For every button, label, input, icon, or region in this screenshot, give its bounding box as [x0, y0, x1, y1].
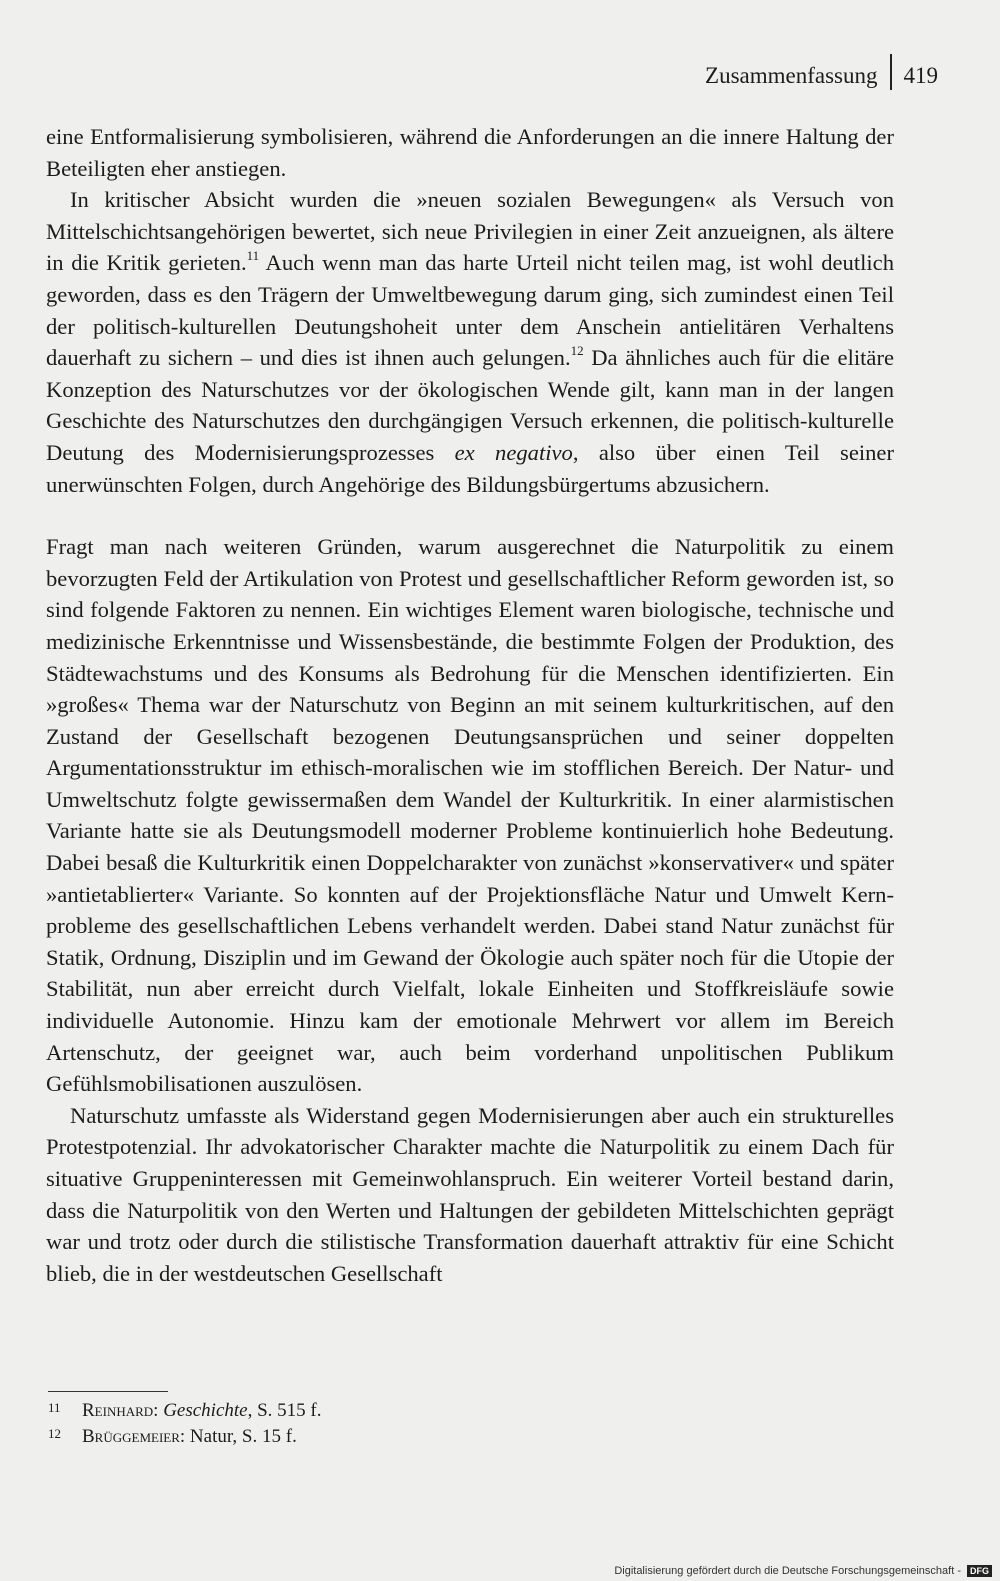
text-run: , also über einen Teil seiner unerwünschten Folgen, durch Angehörige des Bildungsbürgertums abzusichern. — [46, 439, 894, 497]
body-text — [46, 121, 894, 1289]
footnote-separator: : — [179, 1426, 190, 1447]
paragraph: Fragt man nach weiteren Gründen, warum ausgerechnet die Naturpolitik zu einem bevorzugten Feld der Artikulation von Protest und gesellschaftlicher Reform geworden ist, so sind folgende Faktoren zu nennen. Ein wichtiges Element waren biologische, technische und medizinische Erkenntnisse und Wissensbestände, die bestimmte Folgen der Produktion, des Städtewachstums und des Konsums als Bedrohung für die Menschen identifizierten. Ein »großes« Thema war der Naturschutz von Beginn an mit seinem kulturkritischen, auf den Zustand der Gesellschaft bezogenen Deutungsansprüchen und seiner doppelten Argumentationsstruktur im ethisch-moralischen wie im stofflichen Bereich. Der Natur- und Umweltschutz folgte gewissermaßen dem Wandel der Kulturkritik. In einer alarmistischen Variante hatte sie als Deutungsmodell moderner Probleme kontinuierlich hohe Bedeutung. Dabei besaß die Kulturkritik einen Doppelcharakter von zunächst »konservativer« und später »antietablierter« Variante. So konnten auf der Projektionsfläche Natur und Umwelt Kernprobleme des gesellschaftlichen Lebens verhandelt werden. Dabei stand Natur zunächst für Statik, Ordnung, Disziplin und im Gewand der Ökologie auch später noch für die Utopie der Stabilität, nun aber erreicht durch Vielfalt, lokale Einheiten und Stoffkreisläufe sowie individuelle Autonomie. Hinzu kam der emotionale Mehrwert vor allem im Bereich Artenschutz, der geeignet war, auch beim vorderhand unpolitischen Publikum Gefühlsmobilisationen auszulösen. — [46, 534, 894, 1097]
footnote-divider — [48, 1391, 168, 1392]
footnotes — [48, 1398, 322, 1450]
footnote — [48, 1398, 322, 1424]
footnote-text — [82, 1424, 297, 1450]
footnote-number: 11 — [48, 1400, 61, 1415]
section-title: Zusammenfassung — [705, 63, 878, 88]
footnote-text — [82, 1398, 322, 1424]
footnote-number: 12 — [48, 1426, 61, 1441]
paragraph: eine Entformalisierung symbolisieren, während die Anforderungen an die innere Haltung der Beteiligten eher anstiegen. — [46, 124, 894, 181]
dfg-logo: DFG — [967, 1565, 992, 1577]
text-run: Auch wenn man das harte Urteil nicht teilen mag, ist wohl deutlich geworden, dass es den Trägern der Umweltbewegung darum ging, sich zumindest einen Teil der politisch-kulturellen Deutungshoheit unter dem Anschein antielitären Verhaltens dauerhaft zu sichern – und dies ist ihnen auch gelungen. — [46, 250, 894, 371]
footnote-author: Reinhard — [82, 1400, 154, 1421]
text-run: In kritischer Absicht wurden die »neuen sozialen Bewegungen« als Versuch von Mittelschichtsangehörigen bewertet, sich neue Privilegien in einer Zeit anzueignen, als ältere in die Kritik gerieten. — [46, 187, 894, 276]
footnote — [48, 1424, 322, 1450]
italic-phrase: ex negativo — [454, 439, 573, 465]
page-number: 419 — [903, 63, 938, 88]
running-head — [705, 58, 938, 94]
header-divider — [890, 54, 892, 90]
paragraph: Naturschutz umfasste als Widerstand gegen Modernisierungen aber auch ein strukturelles Protestpotenzial. Ihr advokatorischer Charakter machte die Naturpolitik zu einem Dach für situative Gruppeninteressen mit Gemeinwohlanspruch. Ein weiterer Vorteil bestand darin, dass die Naturpolitik von den Werten und Haltungen der gebildeten Mittelschichten geprägt war und trotz oder durch die stilistische Transformation dauerhaft attraktiv für eine Schicht blieb, die in der westdeutschen Gesellschaft — [46, 1102, 894, 1286]
credit-text: Digitalisierung gefördert durch die Deutsche Forschungsgemeinschaft - — [614, 1565, 961, 1577]
paragraph — [46, 184, 894, 500]
footnote-title: Geschichte — [163, 1400, 248, 1421]
digitization-credit — [614, 1565, 992, 1577]
footnote-marker[interactable]: 11 — [246, 247, 260, 263]
footnote-rest: , S. 515 f. — [247, 1400, 322, 1421]
footnote-author: Brüggemeier — [82, 1426, 180, 1447]
footnote-marker[interactable]: 12 — [570, 342, 584, 358]
footnote-separator: : — [153, 1400, 164, 1421]
footnote-rest: Natur, S. 15 f. — [189, 1426, 297, 1447]
text-run: Da ähnliches auch für die elitäre Konzeption des Naturschutzes vor der ökologischen Wende gilt, kann man in der langen Geschichte des Naturschutzes den durchgängigen Versuch erkennen, die politisch-kulturelle Deutung des Modernisierungsprozesses — [46, 345, 894, 465]
